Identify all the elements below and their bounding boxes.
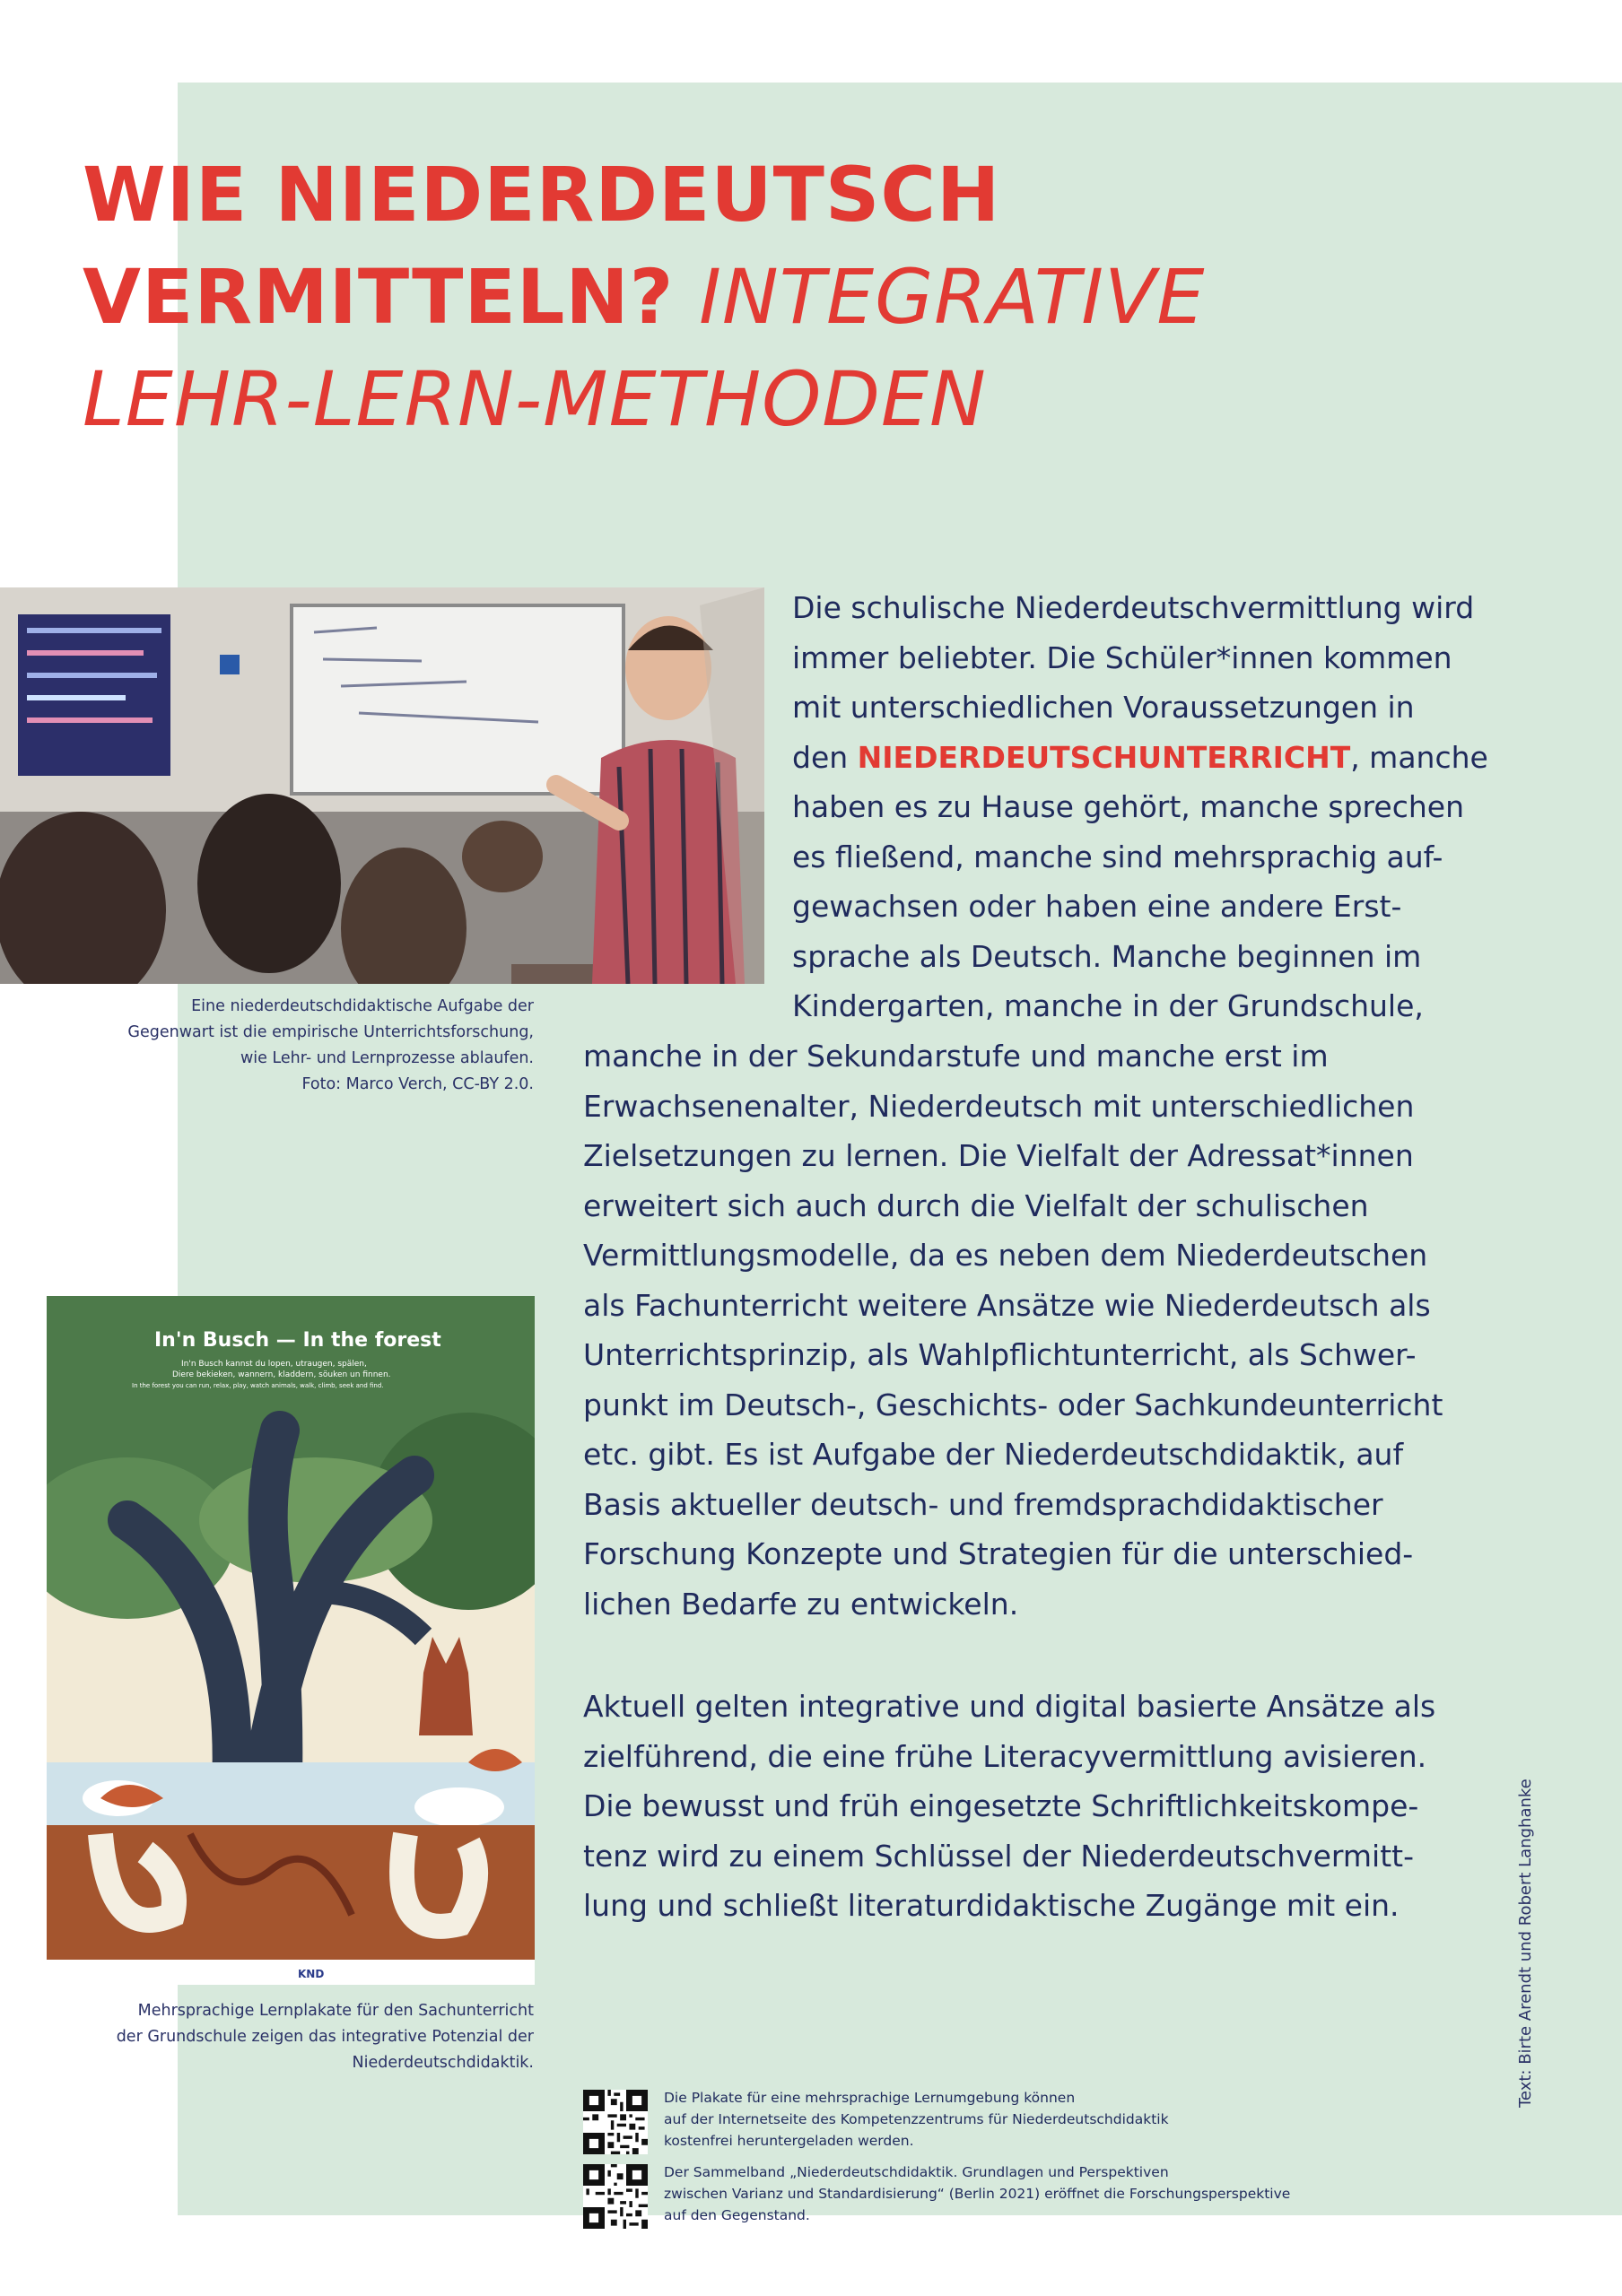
text-line: immer beliebter. Die Schüler*innen kommen bbox=[792, 639, 1452, 675]
qr-code-plakate[interactable] bbox=[583, 2090, 648, 2154]
text-line: tenz wird zu einem Schlüssel der Niederdeutschvermitt- bbox=[583, 1838, 1415, 1874]
page-title bbox=[83, 144, 1518, 450]
forest-poster-image bbox=[47, 1296, 535, 1985]
caption-line: Niederdeutschdidaktik. bbox=[352, 2054, 534, 2072]
title-line-3: LEHR-LERN-METHODEN bbox=[83, 355, 987, 443]
forest-poster-caption bbox=[36, 1998, 534, 2076]
text-line: Die bewusst und früh eingesetzte Schriftlichkeitskompe- bbox=[583, 1788, 1419, 1823]
qr-note-1 bbox=[664, 2087, 1346, 2152]
paragraph-1-bottom bbox=[583, 1031, 1537, 1629]
poster-heading: In'n Busch — In the forest bbox=[154, 1329, 441, 1352]
poster-subline-3: In the forest you can run, relax, play, watch animals, walk, climb, seek and find. bbox=[132, 1382, 384, 1389]
text-fragment: , manche bbox=[1350, 739, 1488, 775]
text-line: etc. gibt. Es ist Aufgabe der Niederdeutschdidaktik, auf bbox=[583, 1437, 1404, 1472]
caption-line: der Grundschule zeigen das integrative Potenzial der bbox=[116, 2028, 534, 2046]
caption-line: Foto: Marco Verch, CC-BY 2.0. bbox=[301, 1075, 534, 1093]
text-line: manche in der Sekundarstufe und manche erst im bbox=[583, 1039, 1329, 1074]
poster-logo-text: KND bbox=[298, 1968, 325, 1980]
text-line: Forschung Konzepte und Strategien für die unterschied- bbox=[583, 1536, 1414, 1571]
text-line: Vermittlungsmodelle, da es neben dem Niederdeutschen bbox=[583, 1238, 1428, 1273]
title-line-2 bbox=[83, 246, 1518, 348]
text-line: Basis aktueller deutsch- und fremdsprachdidaktischer bbox=[583, 1486, 1383, 1522]
text-line: Unterrichtsprinzip, als Wahlpflichtunterricht, als Schwer- bbox=[583, 1337, 1417, 1372]
text-line: Kindergarten, manche in der Grundschule, bbox=[792, 988, 1424, 1023]
author-credit: Text: Birte Arendt und Robert Langhanke bbox=[1516, 1779, 1535, 2108]
classroom-photo-caption bbox=[36, 994, 534, 1098]
text-line: als Fachunterricht weitere Ansätze wie Niederdeutsch als bbox=[583, 1287, 1431, 1323]
text-line: lung und schließt literaturdidaktische Zugänge mit ein. bbox=[583, 1888, 1400, 1923]
text-line: es fließend, manche sind mehrsprachig auf- bbox=[792, 839, 1443, 874]
text-line: Aktuell gelten integrative und digital basierte Ansätze als bbox=[583, 1689, 1436, 1724]
title-line-1: WIE NIEDERDEUTSCH bbox=[83, 151, 1001, 239]
note-line: Der Sammelband „Niederdeutschdidaktik. Grundlagen und Perspektiven bbox=[664, 2164, 1169, 2180]
title-line-2-bold: VERMITTELN? bbox=[83, 253, 675, 341]
title-line-2-italic: INTEGRATIVE bbox=[699, 253, 1206, 341]
highlight-term: NIEDERDEUTSCHUNTERRICHT bbox=[857, 739, 1351, 775]
qr-code-sammelband[interactable] bbox=[583, 2164, 648, 2229]
note-line: auf den Gegenstand. bbox=[664, 2207, 810, 2223]
text-line: gewachsen oder haben eine andere Erst- bbox=[792, 889, 1402, 924]
classroom-photo bbox=[0, 587, 764, 984]
text-line: punkt im Deutsch-, Geschichts- oder Sachkundeunterricht bbox=[583, 1387, 1443, 1422]
note-line: kostenfrei heruntergeladen werden. bbox=[664, 2133, 914, 2149]
note-line: zwischen Varianz und Standardisierung“ (Berlin 2021) eröffnet die Forschungsperspektive bbox=[664, 2186, 1291, 2202]
paragraph-1-top bbox=[792, 583, 1537, 1031]
paragraph-2 bbox=[583, 1682, 1537, 1931]
caption-line: wie Lehr- und Lernprozesse ablaufen. bbox=[240, 1049, 534, 1067]
text-line: mit unterschiedlichen Voraussetzungen in bbox=[792, 690, 1415, 725]
text-line: sprache als Deutsch. Manche beginnen im bbox=[792, 938, 1422, 974]
text-line: Zielsetzungen zu lernen. Die Vielfalt der Adressat*innen bbox=[583, 1138, 1414, 1173]
caption-line: Gegenwart ist die empirische Unterrichtsforschung, bbox=[127, 1023, 534, 1041]
text-line: erweitert sich auch durch die Vielfalt der schulischen bbox=[583, 1187, 1369, 1223]
qr-note-2 bbox=[664, 2161, 1346, 2226]
text-line-highlight bbox=[792, 733, 1537, 783]
caption-line: Mehrsprachige Lernplakate für den Sachunterricht bbox=[137, 2002, 534, 2020]
caption-line: Eine niederdeutschdidaktische Aufgabe der bbox=[191, 997, 534, 1015]
poster-subline-1: In'n Busch kannst du lopen, utraugen, spälen, bbox=[181, 1360, 367, 1369]
text-line: haben es zu Hause gehört, manche sprechen bbox=[792, 789, 1464, 824]
text-line: Die schulische Niederdeutschvermittlung wird bbox=[792, 590, 1475, 625]
note-line: auf der Internetseite des Kompetenzzentrums für Niederdeutschdidaktik bbox=[664, 2111, 1169, 2127]
text-line: Erwachsenenalter, Niederdeutsch mit unterschiedlichen bbox=[583, 1088, 1415, 1124]
poster-subline-2: Diere bekieken, wannern, kladdern, söuken un finnen. bbox=[172, 1370, 391, 1379]
text-fragment: den bbox=[792, 739, 858, 775]
text-line: zielführend, die eine frühe Literacyvermittlung avisieren. bbox=[583, 1738, 1427, 1774]
note-line: Die Plakate für eine mehrsprachige Lernumgebung können bbox=[664, 2090, 1076, 2106]
text-line: lichen Bedarfe zu entwickeln. bbox=[583, 1586, 1019, 1622]
